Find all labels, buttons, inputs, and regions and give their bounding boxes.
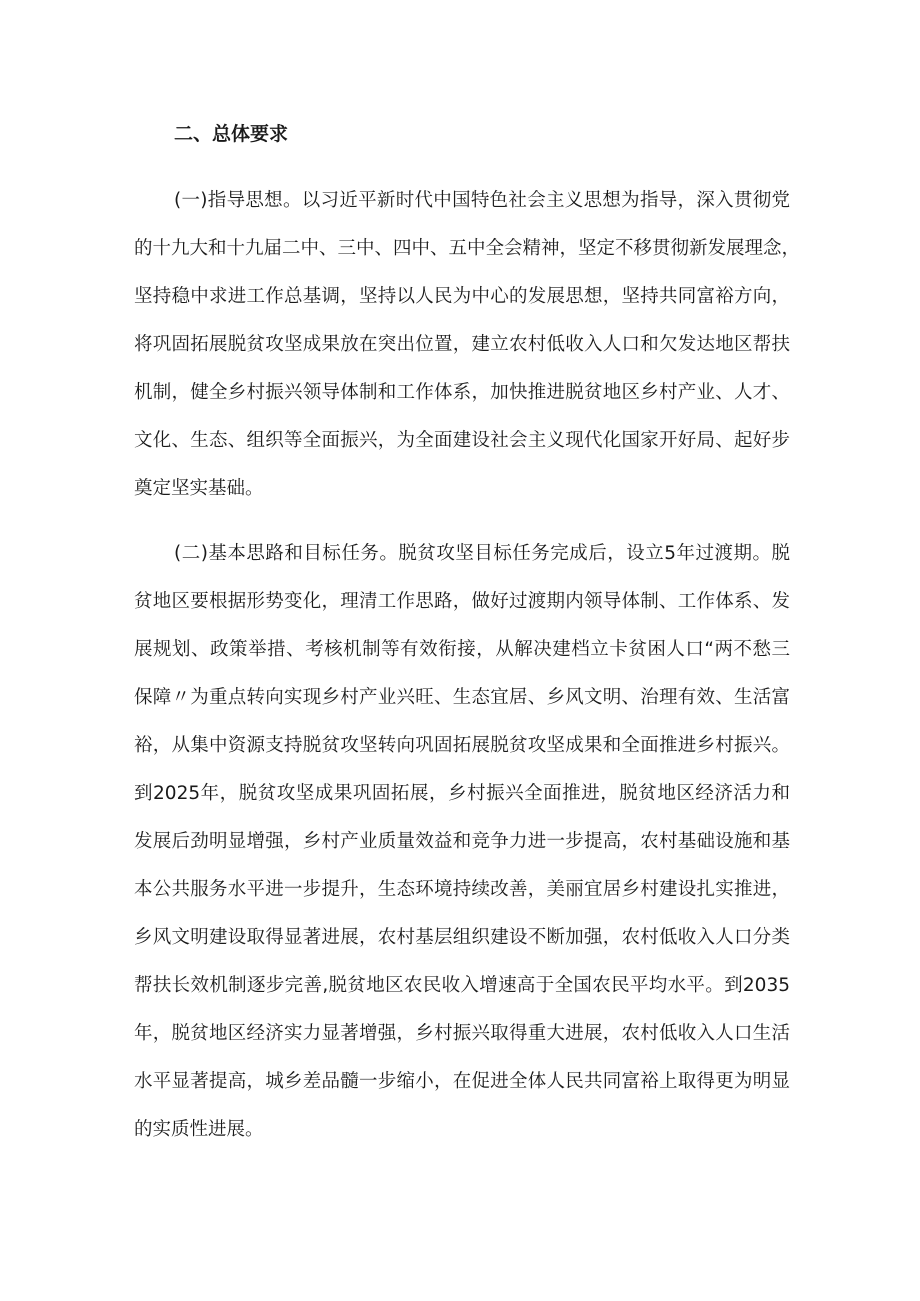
paragraph-2-line: 的实质性进展。 xyxy=(134,1119,264,1140)
paragraph-1-line: 的十九大和十九届二中、三中、四中、五中全会精神，坚定不移贯彻新发展理念， xyxy=(134,238,801,259)
paragraph-1-line: (一)指导思想。以习近平新时代中国特色社会主义思想为指导，深入贯彻党 xyxy=(174,190,790,211)
paragraph-2-line: 展规划、政策举措、考核机制等有效衔接，从解决建档立卡贫困人口“两不愁三 xyxy=(134,639,790,660)
paragraph-2-line: 本公共服务水平进一步提升，生态环境持续改善，美丽宜居乡村建设扎实推进， xyxy=(134,879,790,900)
paragraph-2-line: 到2025年，脱贫攻坚成果巩固拓展，乡村振兴全面推进，脱贫地区经济活力和 xyxy=(134,783,790,804)
paragraph-1-line: 奠定坚实基础。 xyxy=(134,478,264,499)
paragraph-1-line: 文化、生态、组织等全面振兴，为全面建设社会主义现代化国家开好局、起好步 xyxy=(134,430,790,451)
paragraph-2-line: 保障〃为重点转向实现乡村产业兴旺、生态宜居、乡风文明、治理有效、生活富 xyxy=(134,687,790,708)
paragraph-2-line: 乡风文明建设取得显著进展，农村基层组织建设不断加强，农村低收入人口分类 xyxy=(134,927,790,948)
paragraph-2-line: 裕，从集中资源支持脱贫攻坚转向巩固拓展脱贫攻坚成果和全面推进乡村振兴。 xyxy=(134,735,790,756)
section-heading: 二、总体要求 xyxy=(174,123,289,145)
paragraph-2-line: 年，脱贫地区经济实力显著增强，乡村振兴取得重大进展，农村低收入人口生活 xyxy=(134,1023,790,1044)
paragraph-1-line: 机制，健全乡村振兴领导体制和工作体系，加快推进脱贫地区乡村产业、人才、 xyxy=(134,382,790,403)
paragraph-2-line: 贫地区要根据形势变化，理清工作思路，做好过渡期内领导体制、工作体系、发 xyxy=(134,591,790,612)
paragraph-2-line: 水平显著提高，城乡差品髓一步缩小，在促进全体人民共同富裕上取得更为明显 xyxy=(134,1071,790,1092)
paragraph-1-line: 将巩固拓展脱贫攻坚成果放在突出位置，建立农村低收入人口和欠发达地区帮扶 xyxy=(134,334,790,355)
paragraph-2-line: 发展后劲明显增强，乡村产业质量效益和竞争力进一步提高，农村基础设施和基 xyxy=(134,831,790,852)
paragraph-1-line: 坚持稳中求进工作总基调，坚持以人民为中心的发展思想，坚持共同富裕方向， xyxy=(134,286,790,307)
paragraph-2-line: 帮扶长效机制逐步完善,脱贫地区农民收入增速高于全国农民平均水平。到2035 xyxy=(134,975,790,996)
paragraph-2-line: (二)基本思路和目标任务。脱贫攻坚目标任务完成后，设立5年过渡期。脱 xyxy=(174,543,790,564)
